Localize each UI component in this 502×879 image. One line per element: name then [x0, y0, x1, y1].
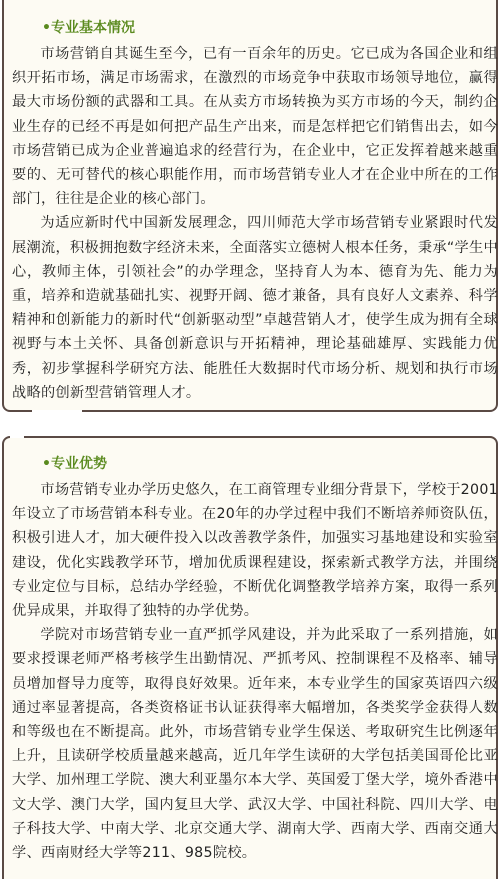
paragraph: 学院对市场营销专业一直严抓学风建设，并为此采取了一系列措施，如要求授课老师严格考核学生出勤情况、严抓考风、控制课程不及格率、辅导员增加督导力度等，取得良好效果。近年来，本专业学生的国家英语四六级通过率显著提高，各类资格证书认证获得率大幅增加，各类奖学金获得人数和等级也在不断提高。此外，市场营销专业学生保送、考取研究生比例逐年上升，且读研学校质量越来越高，近几年学生读研的大学包括美国哥伦比亚大学、加州理工学院、澳大利亚墨尔本大学、英国爱丁堡大学，境外香港中文大学、澳门大学，国内复旦大学、武汉大学、中国社科院、四川大学、电子科技大学、中南大学、北京交通大学、湖南大学、西南大学、西南交通大学、西南财经大学等211、985院校。 [12, 627, 498, 862]
section-heading: •专业优势 [42, 456, 107, 472]
section-body [12, 42, 498, 405]
paragraph: 市场营销专业办学历史悠久，在工商管理专业细分背景下，学校于2001年设立了市场营销本科专业。在20年的办学过程中我们不断培养师资队伍，积极引进人才，加大硬件投入以改善教学条件，加强实习基地建设和实验室建设，优化实践教学环节，增加优质课程建设，探索新式教学方法，并围绕专业定位与目标，总结办学经验，不断优化调整教学培养方案，取得一系列优异成果，并取得了独特的办学优势。 [12, 482, 498, 620]
section-card-advantages [2, 436, 498, 879]
section-heading: •专业基本情况 [42, 20, 135, 36]
paragraph: 市场营销自其诞生至今，已有一百余年的历史。它已成为各国企业和组织开拓市场，满足市场需求，在激烈的市场竞争中获取市场领导地位，赢得最大市场份额的武器和工具。在从卖方市场转换为买方市场的今天，制约企业生存的已经不再是如何把产品生产出来，而是怎样把它们销售出去，如今市场营销已成为企业普遍追求的经营行为，在企业中，它正发挥着越来越重要的、无可替代的核心职能作用，而市场营销专业人才在企业中所在的工作部门，往往是企业的核心部门。 [12, 46, 498, 208]
paragraph: 为适应新时代中国新发展理念，四川师范大学市场营销专业紧跟时代发展潮流，积极拥抱数字经济未来，全面落实立德树人根本任务，秉承“学生中心，教师主体，引领社会”的办学理念，坚持育人为本、德育为先、能力为重，培养和造就基础扎实、视野开阔、德才兼备，具有良好人文素养、科学精神和创新能力的新时代“创新驱动型”卓越营销人才，使学生成为拥有全球视野与本土关怀、具备创新意识与开拓精神，理论基础雄厚、实践能力优秀，初步掌握科学研究方法、能胜任大数据时代市场分析、规划和执行市场战略的创新型营销管理人才。 [12, 215, 498, 401]
section-body [12, 478, 498, 865]
section-card-basic-info [2, 0, 498, 412]
